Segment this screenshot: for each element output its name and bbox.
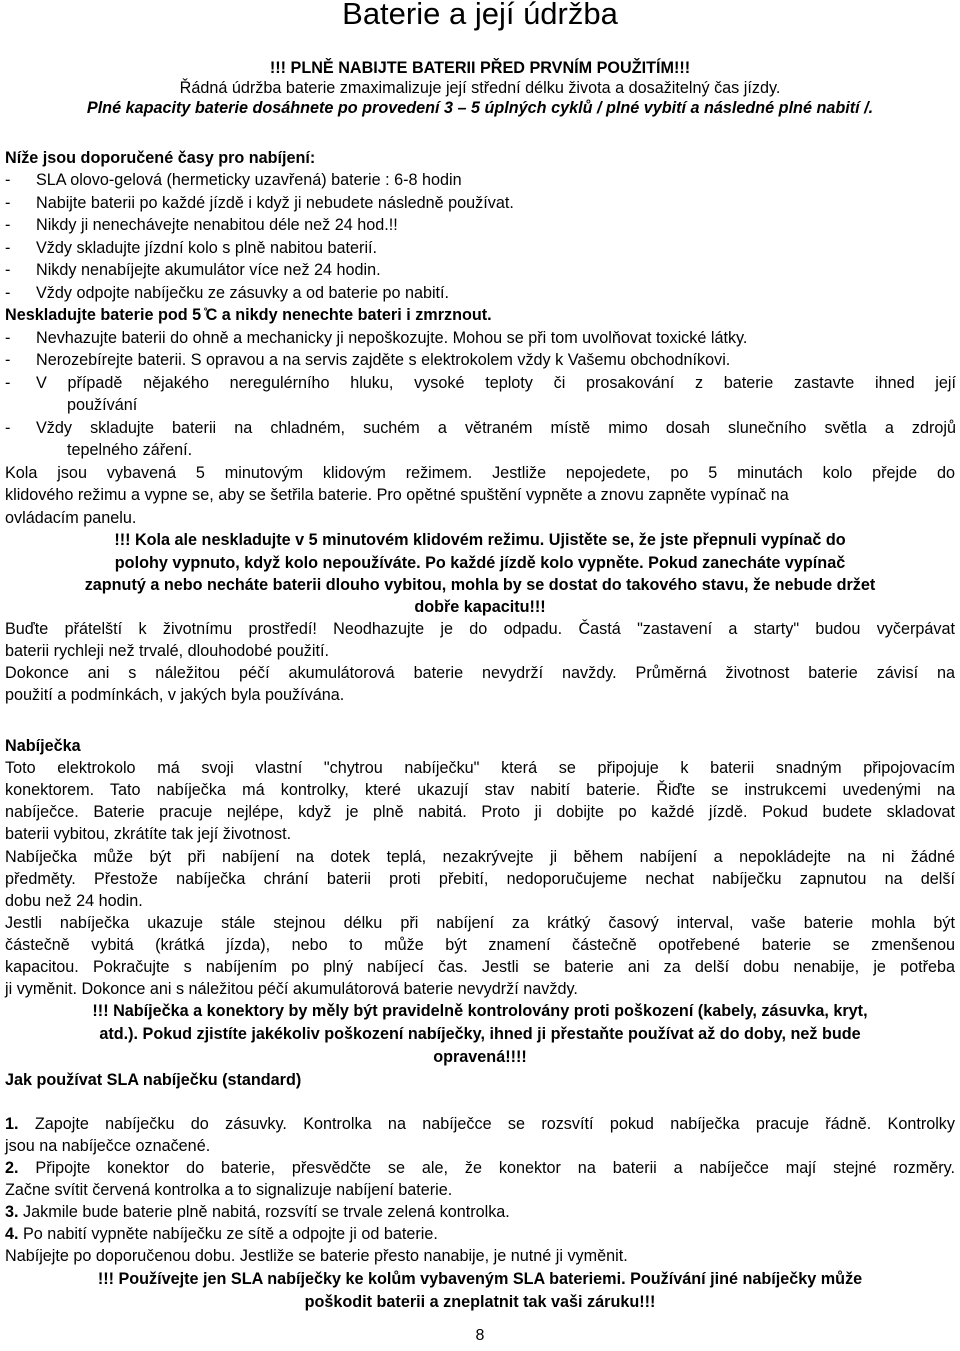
charger-text: Nabíječka může být při nabíjení na dotek teplá, nezakrývejte ji během nabíjení a nepokládejte na ni žádné — [5, 848, 955, 866]
standby-warning: dobře kapacitu!!! — [414, 598, 546, 616]
eco-text: baterii rychleji než trvalé, dlouhodobé použití. — [5, 642, 329, 660]
standby-text: ovládacím panelu. — [5, 509, 137, 527]
eco-text: Buďte přátelští k životnímu prostředí! Neodhazujte je do odpadu. Častá "zastavení a starty" budou vyčerpávat — [5, 620, 955, 638]
first-use-warning: !!! PLNĚ NABIJTE BATERII PŘED PRVNÍM POUŽITÍM!!! — [269, 59, 691, 77]
storage-item: - Nerozebírejte baterii. S opravou a na servis zajděte s elektrokolem vždy k Vašemu obchodníkovi. — [36, 350, 956, 370]
step-number: 3. — [5, 1203, 19, 1221]
intro-capacity-note: Plné kapacity baterie dosáhnete po provedení 3 – 5 úplných cyklů / plné vybití a následné plné nabití /. — [86, 99, 874, 117]
charging-time-item: - SLA olovo-gelová (hermeticky uzavřená) baterie : 6-8 hodin — [36, 170, 956, 190]
howto-note: Nabíjejte po doporučenou dobu. Jestliže se baterie přesto nanabije, je nutné ji vyměnit. — [5, 1247, 628, 1265]
eco-text: použití a podmínkách, v jakých byla používána. — [5, 686, 345, 704]
charging-time-item: - Vždy skladujte jízdní kolo s plně nabitou baterií. — [36, 238, 956, 258]
charging-time-item: - Nabijte baterii po každé jízdě i když ji nebudete následně používat. — [36, 193, 956, 213]
standby-text: Kola jsou vybavená 5 minutovým klidovým režimem. Jestliže nepojedete, po 5 minutách kolo přejde do — [5, 464, 955, 482]
charger-text: Toto elektrokolo má svoji vlastní "chytrou nabíječku" která se připojuje k baterii snadným připojovacím — [5, 759, 955, 777]
step-1-continuation: jsou na nabíječce označené. — [5, 1137, 211, 1155]
step-3 — [5, 1202, 955, 1222]
howto-heading: Jak používat SLA nabíječku (standard) — [5, 1071, 302, 1089]
charger-heading: Nabíječka — [5, 737, 81, 755]
charging-time-item: - Nikdy nenabíjejte akumulátor více než 24 hodin. — [36, 260, 956, 280]
standby-text: klidového režimu a vypne se, aby se šetřila baterie. Pro opětné spuštění vypněte a znovu zapněte vypínač na — [5, 486, 789, 504]
step-number: 1. — [5, 1115, 19, 1133]
page-number: 8 — [475, 1327, 485, 1344]
storage-item: - Vždy skladujte baterii na chladném, suchém a větraném místě mimo dosah slunečního světla a zdrojů — [36, 418, 956, 438]
storage-item-continuation: tepelného záření. — [67, 441, 193, 459]
page-title: Baterie a její údržba — [342, 0, 618, 31]
charger-warning: atd.). Pokud zjistíte jakékoliv poškození nabíječky, ihned ji přestaňte používat až do doby, než bude — [99, 1025, 861, 1043]
step-2 — [5, 1158, 955, 1178]
charger-text: Jestli nabíječka ukazuje stále stejnou délku při nabíjení za krátký časový interval, vaše baterie mohla být — [5, 914, 955, 932]
storage-heading: Neskladujte baterie pod 5 ̊C a nikdy nenechte bateri i zmrznout. — [5, 306, 492, 324]
charging-times-heading: Níže jsou doporučené časy pro nabíjení: — [5, 149, 316, 167]
charger-text: předměty. Přestože nabíječka chrání baterii proti přebití, nedoporučujeme nechat nabíječku zapnutou na delší — [5, 870, 955, 888]
step-text: Po nabití vypněte nabíječku ze sítě a odpojte ji od baterie. — [18, 1225, 438, 1243]
standby-warning: polohy vypnuto, když kolo nepoužíváte. Po každé jízdě kolo vypněte. Pokud zanecháte vypínač — [114, 554, 846, 572]
step-4 — [5, 1224, 955, 1244]
charger-text: ji vyměnit. Dokonce ani s náležitou péčí akumulátorová baterie nevydrží navždy. — [5, 980, 578, 998]
charging-time-item: - Nikdy ji nenechávejte nenabitou déle než 24 hod.!! — [36, 215, 956, 235]
standby-warning: zapnutý a nebo necháte baterii dlouho vybitou, mohla by se dostat do takového stavu, že nebude držet — [84, 576, 876, 594]
charging-time-item: - Vždy odpojte nabíječku ze zásuvky a od baterie po nabití. — [36, 283, 956, 303]
final-warning: !!! Používejte jen SLA nabíječky ke kolům vybaveným SLA bateriemi. Používání jiné nabíječky může — [97, 1270, 863, 1288]
charger-text: nabíječce. Baterie pracuje nejlépe, když je plně nabitá. Proto ji dobijte po každé jízdě. Pokud budete skladovat — [5, 803, 955, 821]
charger-text: konektorem. Tato nabíječka má kontrolky, které ukazují stav nabití baterie. Řiďte se instrukcemi uvedenými na — [5, 781, 955, 799]
step-number: 2. — [5, 1159, 19, 1177]
intro-line: Řádná údržba baterie zmaximalizuje její střední délku života a dosažitelný čas jízdy. — [179, 79, 781, 97]
charger-text: částečně vybitá (krátká jízda), nebo to může být znamení částečně opotřebené baterie se zmenšenou — [5, 936, 955, 954]
charger-text: baterii vybitou, zkrátíte tak její životnost. — [5, 825, 292, 843]
standby-warning: !!! Kola ale neskladujte v 5 minutovém klidovém režimu. Ujistěte se, že jste přepnuli vypínač do — [114, 531, 846, 549]
step-number: 4. — [5, 1225, 19, 1243]
eco-text: Dokonce ani s náležitou péčí akumulátorová baterie nevydrží navždy. Průměrná životnost baterie závisí na — [5, 664, 955, 682]
storage-item: - V případě nějakého neregulérního hluku, vysoké teploty či prosakování z baterie zastavte ihned její — [36, 373, 956, 393]
step-2-continuation: Začne svítit červená kontrolka a to signalizuje nabíjení baterie. — [5, 1181, 453, 1199]
step-1 — [5, 1114, 955, 1134]
step-text: Jakmile bude baterie plně nabitá, rozsvítí se trvale zelená kontrolka. — [18, 1203, 510, 1221]
step-text: Připojte konektor do baterie, přesvědčte se ale, že konektor na baterii a nabíječce mají stejné rozměry. — [18, 1159, 955, 1177]
charger-warning: !!! Nabíječka a konektory by měly být pravidelně kontrolovány proti poškození (kabely, zásuvka, kryt, — [92, 1002, 868, 1020]
storage-item: - Nevhazujte baterii do ohně a mechanicky ji nepoškozujte. Mohou se při tom uvolňovat toxické látky. — [36, 328, 956, 348]
step-text: Zapojte nabíječku do zásuvky. Kontrolka na nabíječce se rozsvítí pokud nabíječka pracuje řádně. Kontrolky — [18, 1115, 955, 1133]
charger-text: kapacitou. Pokračujte s nabíjením po plný nabíjecí čas. Jestli se baterie ani za delší dobu nenabije, je potřeba — [5, 958, 955, 976]
charger-text: dobu než 24 hodin. — [5, 892, 143, 910]
final-warning: poškodit baterii a zneplatnit tak vaši záruku!!! — [304, 1293, 656, 1311]
charger-warning: opravená!!!! — [433, 1048, 527, 1066]
storage-item-continuation: používání — [67, 396, 138, 414]
